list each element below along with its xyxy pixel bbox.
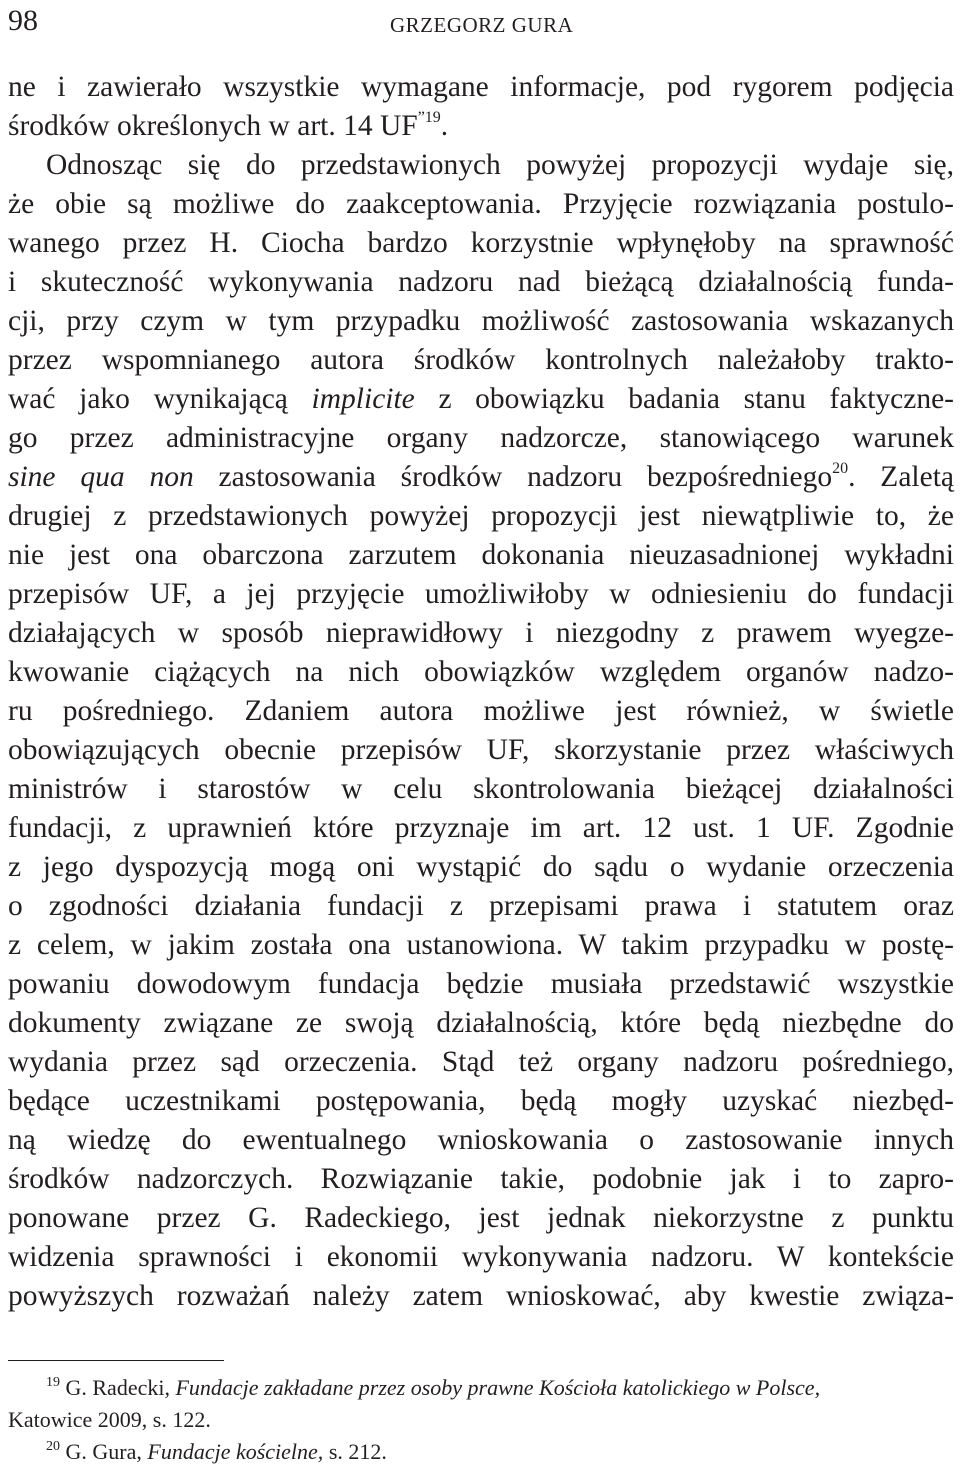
text-line: wydania przez sąd orzeczenia. Stąd też organy nadzoru pośredniego,: [8, 1046, 954, 1078]
text-line: go przez administracyjne organy nadzorcze, stanowiącego warunek: [8, 422, 954, 454]
text-line: obowiązujących obecnie przepisów UF, skorzystanie przez właściwych: [8, 734, 954, 766]
text-fragment: .: [440, 110, 449, 142]
text-line: [8, 458, 954, 497]
text-line: i skuteczność wykonywania nadzoru nad bieżącą działalnością funda-: [8, 266, 954, 298]
text-line: kwowanie ciążących na nich obowiązków względem organów nadzo-: [8, 656, 954, 688]
text-line: widzenia sprawności i ekonomii wykonywania nadzoru. W kontekście: [8, 1241, 954, 1273]
text-line: powaniu dowodowym fundacja będzie musiała przedstawić wszystkie: [8, 968, 954, 1000]
text-line: dokumenty związane ze swoją działalnością, które będą niezbędne do: [8, 1007, 954, 1039]
italic-term: sine qua non: [8, 461, 194, 493]
page-number: 98: [8, 4, 38, 37]
text-line: powyższych rozważań należy zatem wnioskować, aby kwestie związa-: [8, 1280, 954, 1312]
footnote-pages: s. 212.: [328, 1439, 387, 1464]
text-line: że obie są możliwe do zaakceptowania. Przyjęcie rozwiązania postulo-: [8, 188, 954, 220]
text-fragment: Odnosząc się do przedstawionych powyżej propozycji wydaje się,: [46, 149, 954, 181]
text-line: z celem, w jakim została ona ustanowiona. W takim przypadku w postę-: [8, 929, 954, 961]
footnote-separator: [8, 1360, 224, 1361]
text-line: ne i zawierało wszystkie wymagane informacje, pod rygorem podjęcia: [8, 71, 954, 103]
text-line: nie jest ona obarczona zarzutem dokonania nieuzasadnionej wykładni: [8, 539, 954, 571]
text-fragment: wać jako wynikającą: [8, 383, 288, 415]
text-line: [8, 380, 954, 419]
text-line: środków nadzorczych. Rozwiązanie takie, podobnie jak i to zapro-: [8, 1163, 954, 1195]
footnote-ref-19: ”19: [417, 109, 441, 126]
text-line: będące uczestnikami postępowania, będą mogły uzyskać niezbęd-: [8, 1085, 954, 1117]
footnote-title: Fundacje zakładane przez osoby prawne Kościoła katolickiego w Polsce,: [175, 1375, 821, 1400]
footnote-20: [8, 1436, 954, 1468]
text-line: ru pośredniego. Zdaniem autora możliwe jest również, w świetle: [8, 695, 954, 727]
text-line: przez wspomnianego autora środków kontrolnych należałoby trakto-: [8, 344, 954, 376]
text-line: przepisów UF, a jej przyjęcie umożliwiłoby w odniesieniu do fundacji: [8, 578, 954, 610]
text-line: [8, 146, 954, 185]
text-line: drugiej z przedstawionych powyżej propozycji jest niewątpliwie to, że: [8, 500, 954, 532]
footnote-19-continued: Katowice 2009, s. 122.: [8, 1407, 211, 1432]
text-line: działających w sposób nieprawidłowy i niezgodny z prawem wyegze-: [8, 617, 954, 649]
footnote-ref-20: 20: [832, 460, 849, 477]
footnote-19: [8, 1372, 954, 1404]
italic-term: implicite: [311, 383, 415, 415]
text-line: fundacji, z uprawnień które przyznaje im art. 12 ust. 1 UF. Zgodnie: [8, 812, 954, 844]
text-fragment: zastosowania środków nadzoru bezpośredniego: [218, 461, 833, 493]
footnote-author: G. Gura,: [65, 1439, 142, 1464]
text-line: ministrów i starostów w celu skontrolowania bieżącej działalności: [8, 773, 954, 805]
text-fragment: środków określonych w art. 14 UF: [8, 110, 418, 142]
footnote-title: Fundacje kościelne,: [147, 1439, 324, 1464]
text-line: ną wiedzę do ewentualnego wnioskowania o zastosowanie innych: [8, 1124, 954, 1156]
page-header: [8, 4, 954, 40]
text-line: ponowane przez G. Radeckiego, jest jednak niekorzystne z punktu: [8, 1202, 954, 1234]
footnotes: [8, 1372, 954, 1468]
footnote-number: 19: [46, 1375, 60, 1390]
footnote-author: G. Radecki,: [65, 1375, 170, 1400]
text-fragment: . Zaletą: [848, 461, 954, 493]
text-line: wanego przez H. Ciocha bardzo korzystnie wpłynęłoby na sprawność: [8, 227, 954, 259]
text-line: o zgodności działania fundacji z przepisami prawa i statutem oraz: [8, 890, 954, 922]
text-fragment: z obowiązku badania stanu faktyczne-: [438, 383, 955, 415]
text-line: [8, 107, 954, 146]
text-line: cji, przy czym w tym przypadku możliwość zastosowania wskazanych: [8, 305, 954, 337]
text-line: z jego dyspozycją mogą oni wystąpić do sądu o wydanie orzeczenia: [8, 851, 954, 883]
running-head: GRZEGORZ GURA: [390, 13, 574, 37]
body-text: [8, 68, 954, 1316]
footnote-number: 20: [46, 1439, 60, 1454]
